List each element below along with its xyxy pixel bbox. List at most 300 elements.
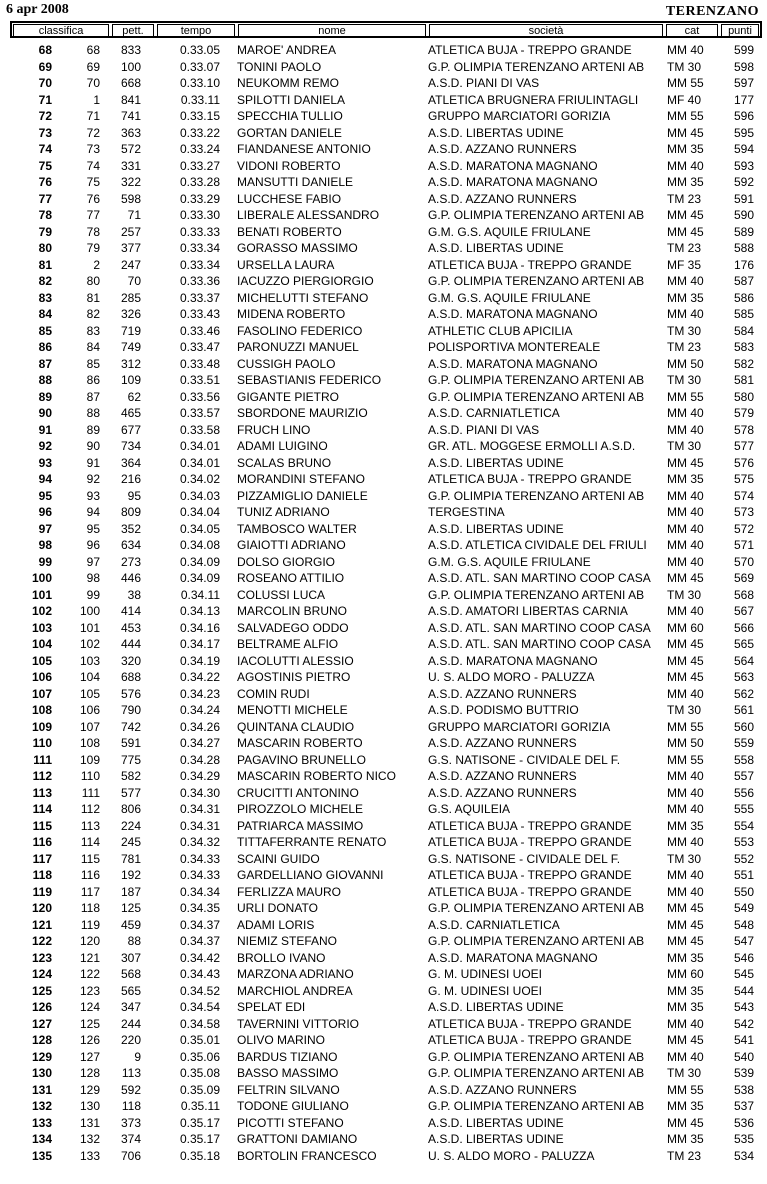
- rank-overall: 91: [38, 422, 52, 437]
- bib-number: 71: [127, 208, 141, 222]
- rank-overall: 96: [38, 505, 52, 519]
- athlete-name: ADAMI LUIGINO: [237, 439, 328, 453]
- points: 554: [733, 818, 754, 833]
- points: 589: [733, 224, 754, 239]
- finish-time: 0.35.06: [179, 1049, 220, 1064]
- finish-time: 0.34.31: [179, 818, 220, 833]
- points: 581: [733, 373, 754, 387]
- points: 574: [733, 488, 754, 503]
- rank-overall: 133: [31, 1115, 52, 1130]
- club-name: ATLETICA BUJA - TREPPO GRANDE: [428, 43, 632, 57]
- points: 535: [733, 1132, 754, 1146]
- bib-number: 572: [120, 142, 141, 156]
- club-name: ATHLETIC CLUB APICILIA: [428, 323, 573, 338]
- points: 541: [733, 1033, 754, 1047]
- table-row: [0, 422, 767, 439]
- points: 540: [733, 1049, 754, 1064]
- table-row: [0, 801, 767, 818]
- club-name: A.S.D. MARATONA MAGNANO: [428, 307, 598, 321]
- bib-number: 273: [120, 554, 141, 569]
- rank-overall: 129: [31, 1049, 52, 1064]
- bib-number: 347: [120, 1000, 141, 1014]
- finish-time: 0.34.05: [179, 521, 220, 536]
- rank-overall: 89: [38, 389, 52, 404]
- club-name: A.S.D. AZZANO RUNNERS: [428, 785, 577, 800]
- bib-number: 565: [120, 983, 141, 998]
- athlete-name: CRUCITTI ANTONINO: [237, 785, 359, 800]
- finish-time: 0.35.11: [180, 1099, 220, 1113]
- page-header: [0, 0, 767, 20]
- category: TM 23: [667, 1148, 702, 1163]
- points: 563: [733, 670, 754, 684]
- table-row: [0, 224, 767, 241]
- table-row: [0, 389, 767, 406]
- athlete-name: MICHELUTTI STEFANO: [237, 290, 369, 305]
- table-row: [0, 521, 767, 538]
- category: MM 55: [667, 752, 704, 767]
- club-name: ATLETICA BUJA - TREPPO GRANDE: [428, 818, 632, 833]
- category: TM 30: [667, 373, 702, 387]
- rank-overall: 135: [31, 1148, 52, 1163]
- col-pett: pett.: [112, 24, 154, 37]
- table-row: [0, 1032, 767, 1049]
- category: MM 35: [667, 290, 704, 305]
- club-name: ATLETICA BUJA - TREPPO GRANDE: [428, 1016, 632, 1031]
- table-row: [0, 669, 767, 686]
- rank-overall: 88: [38, 373, 52, 387]
- rank-overall: 86: [38, 340, 52, 354]
- club-name: ATLETICA BUJA - TREPPO GRANDE: [428, 835, 632, 849]
- athlete-name: SPILOTTI DANIELA: [237, 92, 346, 107]
- athlete-name: SALVADEGO ODDO: [237, 620, 349, 635]
- finish-time: 0.33.22: [179, 125, 220, 140]
- points: 560: [733, 719, 754, 734]
- col-nome: nome: [238, 24, 426, 37]
- club-name: GRUPPO MARCIATORI GORIZIA: [428, 109, 611, 123]
- table-row: [0, 158, 767, 175]
- table-row: [0, 983, 767, 1000]
- athlete-name: LUCCHESE FABIO: [237, 191, 342, 206]
- category: MM 45: [667, 1033, 704, 1047]
- rank-category: 88: [86, 406, 100, 420]
- rank-category: 103: [79, 653, 100, 668]
- club-name: G.P. OLIMPIA TERENZANO ARTENI AB: [428, 389, 645, 404]
- rank-overall: 90: [38, 406, 52, 420]
- bib-number: 598: [120, 191, 141, 206]
- bib-number: 100: [120, 59, 141, 74]
- club-name: TERGESTINA: [428, 505, 505, 519]
- finish-time: 0.34.37: [179, 934, 220, 948]
- club-name: G.P. OLIMPIA TERENZANO ARTENI AB: [428, 373, 645, 387]
- athlete-name: PIROZZOLO MICHELE: [237, 802, 364, 816]
- points: 553: [733, 835, 754, 849]
- finish-time: 0.33.29: [179, 191, 220, 206]
- finish-time: 0.34.32: [179, 835, 220, 849]
- club-name: G.P. OLIMPIA TERENZANO ARTENI AB: [428, 274, 645, 288]
- table-row: [0, 240, 767, 257]
- club-name: A.S.D. LIBERTAS UDINE: [428, 455, 564, 470]
- category: TM 30: [667, 439, 702, 453]
- table-row: [0, 504, 767, 521]
- athlete-name: BARDUS TIZIANO: [237, 1049, 338, 1064]
- category: MM 45: [667, 934, 704, 948]
- bib-number: 790: [120, 703, 141, 717]
- rank-overall: 93: [38, 455, 52, 470]
- athlete-name: BELTRAME ALFIO: [237, 637, 339, 651]
- finish-time: 0.34.42: [179, 950, 220, 965]
- rank-category: 80: [86, 274, 100, 288]
- finish-time: 0.34.13: [179, 604, 220, 618]
- finish-time: 0.33.51: [179, 373, 220, 387]
- rank-overall: 121: [31, 917, 52, 932]
- rank-overall: 126: [31, 1000, 52, 1014]
- category: MM 45: [667, 901, 704, 915]
- club-name: G.P. OLIMPIA TERENZANO ARTENI AB: [428, 587, 645, 602]
- club-name: POLISPORTIVA MONTEREALE: [428, 340, 601, 354]
- rank-category: 79: [86, 241, 100, 255]
- table-row: [0, 1131, 767, 1148]
- finish-time: 0.33.10: [179, 76, 220, 90]
- finish-time: 0.34.34: [179, 884, 220, 899]
- rank-overall: 104: [31, 637, 52, 651]
- club-name: A.S.D. AMATORI LIBERTAS CARNIA: [428, 604, 628, 618]
- category: MM 40: [667, 505, 704, 519]
- athlete-name: SEBASTIANIS FEDERICO: [237, 373, 382, 387]
- athlete-name: PIZZAMIGLIO DANIELE: [237, 488, 368, 503]
- rank-category: 107: [79, 719, 100, 734]
- table-row: [0, 290, 767, 307]
- table-row: [0, 1065, 767, 1082]
- points: 568: [733, 587, 754, 602]
- points: 551: [733, 868, 754, 882]
- table-row: [0, 42, 767, 59]
- athlete-name: QUINTANA CLAUDIO: [237, 719, 355, 734]
- points: 552: [733, 851, 754, 866]
- bib-number: 749: [120, 340, 141, 354]
- athlete-name: GORTAN DANIELE: [237, 125, 342, 140]
- rank-category: 99: [86, 587, 100, 602]
- rank-overall: 118: [32, 868, 52, 882]
- rank-category: 132: [79, 1132, 100, 1146]
- rank-overall: 130: [31, 1066, 52, 1080]
- rank-category: 1: [93, 92, 100, 107]
- table-row: [0, 1115, 767, 1132]
- bib-number: 113: [121, 1066, 141, 1080]
- bib-number: 688: [120, 670, 141, 684]
- points: 545: [733, 967, 754, 981]
- col-punti: punti: [721, 24, 759, 37]
- rank-category: 124: [79, 1000, 100, 1014]
- points: 580: [733, 389, 754, 404]
- bib-number: 833: [120, 43, 141, 57]
- rank-category: 76: [86, 191, 100, 206]
- category: MM 40: [667, 307, 704, 321]
- finish-time: 0.34.37: [179, 917, 220, 932]
- rank-category: 71: [86, 109, 100, 123]
- category: MM 40: [667, 604, 704, 618]
- rank-category: 117: [80, 884, 100, 899]
- rank-overall: 76: [38, 175, 52, 189]
- points: 586: [733, 290, 754, 305]
- rank-category: 75: [86, 175, 100, 189]
- rank-category: 73: [86, 142, 100, 156]
- bib-number: 216: [120, 472, 141, 486]
- rank-overall: 112: [32, 769, 52, 783]
- club-name: G.M. G.S. AQUILE FRIULANE: [428, 224, 591, 239]
- club-name: G.P. OLIMPIA TERENZANO ARTENI AB: [428, 934, 645, 948]
- club-name: A.S.D. MARATONA MAGNANO: [428, 175, 598, 189]
- category: MM 35: [667, 950, 704, 965]
- bib-number: 373: [120, 1115, 141, 1130]
- table-row: [0, 455, 767, 472]
- finish-time: 0.33.28: [179, 175, 220, 189]
- athlete-name: IACOLUTTI ALESSIO: [237, 653, 354, 668]
- bib-number: 453: [120, 620, 141, 635]
- rank-category: 109: [79, 752, 100, 767]
- bib-number: 62: [127, 389, 141, 404]
- rank-category: 114: [80, 835, 100, 849]
- bib-number: 775: [120, 752, 141, 767]
- rank-category: 123: [79, 983, 100, 998]
- rank-category: 118: [80, 901, 100, 915]
- points: 576: [733, 455, 754, 470]
- finish-time: 0.34.43: [179, 967, 220, 981]
- finish-time: 0.34.03: [179, 488, 220, 503]
- finish-time: 0.33.15: [179, 109, 220, 123]
- rank-category: 130: [79, 1099, 100, 1113]
- points: 570: [733, 554, 754, 569]
- bib-number: 444: [120, 637, 141, 651]
- points: 542: [733, 1016, 754, 1031]
- category: MM 45: [667, 224, 704, 239]
- finish-time: 0.34.33: [179, 851, 220, 866]
- rank-category: 115: [80, 851, 100, 866]
- rank-overall: 85: [38, 323, 52, 338]
- bib-number: 374: [120, 1132, 141, 1146]
- table-row: [0, 785, 767, 802]
- category: MM 35: [667, 1000, 704, 1014]
- category: MM 55: [667, 109, 704, 123]
- bib-number: 781: [120, 851, 141, 866]
- club-name: A.S.D. ATL. SAN MARTINO COOP CASA: [428, 620, 651, 635]
- athlete-name: PARONUZZI MANUEL: [237, 340, 359, 354]
- athlete-name: COMIN RUDI: [237, 686, 310, 701]
- club-name: A.S.D. MARATONA MAGNANO: [428, 356, 598, 371]
- rank-category: 96: [86, 538, 100, 552]
- finish-time: 0.33.27: [179, 158, 220, 173]
- rank-overall: 103: [31, 620, 52, 635]
- club-name: A.S.D. CARNIATLETICA: [428, 406, 560, 420]
- finish-time: 0.33.33: [179, 224, 220, 239]
- club-name: ATLETICA BUJA - TREPPO GRANDE: [428, 1033, 632, 1047]
- points: 557: [733, 769, 754, 783]
- athlete-name: NIEMIZ STEFANO: [237, 934, 338, 948]
- athlete-name: URLI DONATO: [237, 901, 318, 915]
- club-name: A.S.D. LIBERTAS UDINE: [428, 521, 564, 536]
- club-name: GR. ATL. MOGGESE ERMOLLI A.S.D.: [428, 439, 636, 453]
- athlete-name: VIDONI ROBERTO: [237, 158, 341, 173]
- table-row: [0, 570, 767, 587]
- table-row: [0, 372, 767, 389]
- club-name: A.S.D. AZZANO RUNNERS: [428, 736, 577, 750]
- rank-category: 119: [80, 917, 100, 932]
- rank-overall: 117: [32, 851, 52, 866]
- points: 555: [733, 802, 754, 816]
- table-row: [0, 488, 767, 505]
- points: 599: [733, 43, 754, 57]
- finish-time: 0.34.31: [179, 802, 220, 816]
- table-row: [0, 323, 767, 340]
- rank-category: 85: [86, 356, 100, 371]
- athlete-name: BENATI ROBERTO: [237, 224, 342, 239]
- club-name: G.P. OLIMPIA TERENZANO ARTENI AB: [428, 1066, 645, 1080]
- athlete-name: SCALAS BRUNO: [237, 455, 332, 470]
- rank-overall: 87: [38, 356, 52, 371]
- bib-number: 331: [120, 158, 141, 173]
- table-row: [0, 405, 767, 422]
- rank-overall: 120: [31, 901, 52, 915]
- athlete-name: NEUKOMM REMO: [237, 76, 339, 90]
- bib-number: 568: [120, 967, 141, 981]
- bib-number: 465: [120, 406, 141, 420]
- rank-category: 122: [79, 967, 100, 981]
- category: MM 40: [667, 802, 704, 816]
- rank-overall: 107: [31, 686, 52, 701]
- finish-time: 0.34.16: [179, 620, 220, 635]
- category: TM 30: [667, 851, 702, 866]
- rank-category: 128: [79, 1066, 100, 1080]
- athlete-name: PICOTTI STEFANO: [237, 1115, 344, 1130]
- category: MM 40: [667, 868, 704, 882]
- rank-overall: 124: [31, 967, 52, 981]
- category: MM 45: [667, 571, 704, 585]
- athlete-name: TAMBOSCO WALTER: [237, 521, 357, 536]
- points: 565: [733, 637, 754, 651]
- rank-overall: 77: [38, 191, 52, 206]
- rank-category: 69: [86, 59, 100, 74]
- rank-overall: 97: [38, 521, 52, 536]
- table-row: [0, 141, 767, 158]
- category: MM 45: [667, 653, 704, 668]
- athlete-name: FASOLINO FEDERICO: [237, 323, 363, 338]
- finish-time: 0.34.19: [179, 653, 220, 668]
- rank-category: 125: [79, 1016, 100, 1031]
- athlete-name: BORTOLIN FRANCESCO: [237, 1148, 377, 1163]
- table-row: [0, 207, 767, 224]
- bib-number: 706: [120, 1148, 141, 1163]
- rank-overall: 132: [31, 1099, 52, 1113]
- finish-time: 0.34.01: [179, 439, 220, 453]
- bib-number: 668: [120, 76, 141, 90]
- rank-overall: 73: [38, 125, 52, 140]
- rank-overall: 105: [31, 653, 52, 668]
- table-row: [0, 273, 767, 290]
- category: MM 45: [667, 1115, 704, 1130]
- bib-number: 446: [120, 571, 141, 585]
- table-row: [0, 933, 767, 950]
- rank-category: 133: [79, 1148, 100, 1163]
- points: 537: [733, 1099, 754, 1113]
- athlete-name: OLIVO MARINO: [237, 1033, 326, 1047]
- table-row: [0, 1049, 767, 1066]
- points: 579: [733, 406, 754, 420]
- club-name: A.S.D. AZZANO RUNNERS: [428, 769, 577, 783]
- athlete-name: TONINI PAOLO: [237, 59, 322, 74]
- rank-category: 89: [86, 422, 100, 437]
- rank-overall: 134: [31, 1132, 52, 1146]
- finish-time: 0.33.37: [179, 290, 220, 305]
- finish-time: 0.33.57: [179, 406, 220, 420]
- category: MM 40: [667, 274, 704, 288]
- points: 546: [733, 950, 754, 965]
- finish-time: 0.33.11: [180, 92, 220, 107]
- finish-time: 0.33.34: [179, 241, 220, 255]
- club-name: G.S. NATISONE - CIVIDALE DEL F.: [428, 851, 621, 866]
- finish-time: 0.33.47: [179, 340, 220, 354]
- rank-overall: 80: [38, 241, 52, 255]
- athlete-name: MENOTTI MICHELE: [237, 703, 348, 717]
- club-name: G.S. AQUILEIA: [428, 802, 511, 816]
- category: MM 45: [667, 208, 704, 222]
- category: TM 30: [667, 323, 702, 338]
- rank-overall: 115: [32, 818, 52, 833]
- category: TM 23: [667, 340, 702, 354]
- category: MM 55: [667, 76, 704, 90]
- bib-number: 841: [120, 92, 141, 107]
- table-row: [0, 125, 767, 142]
- rank-overall: 114: [32, 802, 52, 816]
- category: MM 40: [667, 422, 704, 437]
- club-name: A.S.D. AZZANO RUNNERS: [428, 686, 577, 701]
- finish-time: 0.34.01: [179, 455, 220, 470]
- rank-category: 81: [86, 290, 100, 305]
- bib-number: 320: [120, 653, 141, 668]
- club-name: A.S.D. PODISMO BUTTRIO: [428, 703, 579, 717]
- points: 596: [733, 109, 754, 123]
- finish-time: 0.35.17: [179, 1132, 220, 1146]
- finish-time: 0.34.33: [179, 868, 220, 882]
- table-row: [0, 834, 767, 851]
- table-row: [0, 999, 767, 1016]
- club-name: A.S.D. MARATONA MAGNANO: [428, 158, 598, 173]
- club-name: ATLETICA BUJA - TREPPO GRANDE: [428, 472, 632, 486]
- rank-category: 106: [79, 703, 100, 717]
- category: MF 40: [667, 92, 702, 107]
- table-row: [0, 306, 767, 323]
- rank-category: 72: [86, 125, 100, 140]
- category: MM 35: [667, 142, 704, 156]
- club-name: A.S.D. AZZANO RUNNERS: [428, 191, 577, 206]
- rank-overall: 78: [38, 208, 52, 222]
- rank-category: 120: [79, 934, 100, 948]
- rank-category: 78: [86, 224, 100, 239]
- rank-category: 87: [86, 389, 100, 404]
- finish-time: 0.34.02: [179, 472, 220, 486]
- category: MM 40: [667, 785, 704, 800]
- points: 539: [733, 1066, 754, 1080]
- rank-overall: 123: [31, 950, 52, 965]
- table-row: [0, 768, 767, 785]
- bib-number: 245: [120, 835, 141, 849]
- finish-time: 0.34.54: [179, 1000, 220, 1014]
- rank-category: 101: [79, 620, 100, 635]
- club-name: A.S.D. PIANI DI VAS: [428, 422, 540, 437]
- bib-number: 109: [120, 373, 141, 387]
- rank-category: 74: [86, 158, 100, 173]
- club-name: G.P. OLIMPIA TERENZANO ARTENI AB: [428, 488, 645, 503]
- athlete-name: AGOSTINIS PIETRO: [237, 670, 351, 684]
- rank-overall: 131: [31, 1082, 52, 1097]
